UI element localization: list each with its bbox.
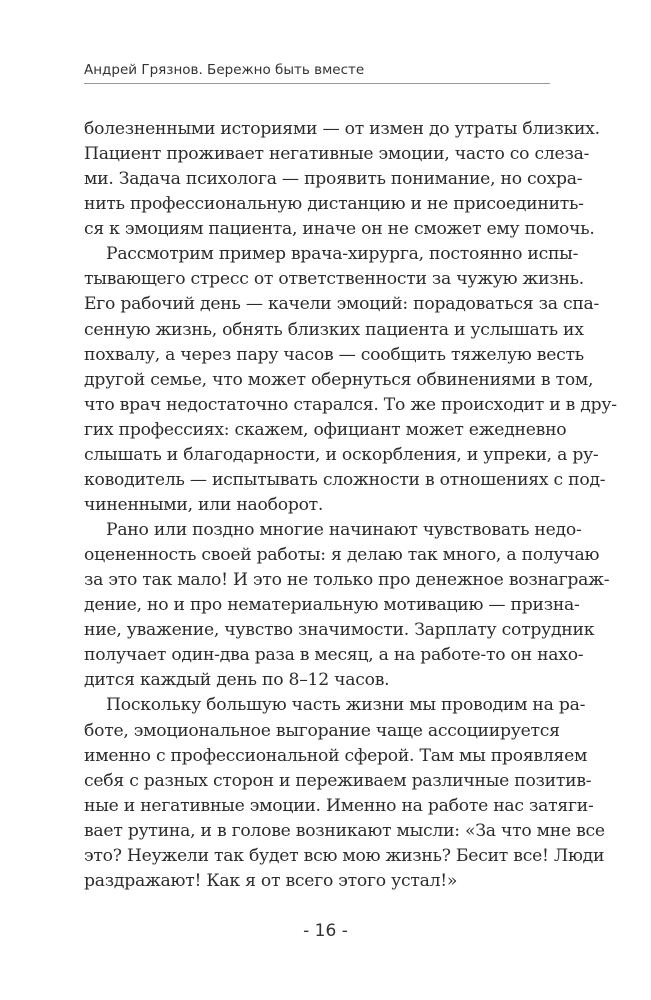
text-line: гих профессиях: скажем, официант может ежедневно — [84, 419, 567, 440]
text-line: дится каждый день по 8–12 часов. — [84, 670, 390, 691]
text-line: за это так мало! И это не только про денежное вознаграж- — [84, 570, 610, 591]
text-line: себя с разных сторон и переживаем различные позитив- — [84, 770, 592, 791]
text-line: чиненными, или наоборот. — [84, 494, 324, 515]
text-line: ние, уважение, чувство значимости. Зарплату сотрудник — [84, 620, 595, 641]
text-line: боте, эмоциональное выгорание чаще ассоциируется — [84, 720, 560, 741]
running-header: Андрей Грязнов. Бережно быть вместе — [84, 62, 365, 78]
page-body — [84, 117, 617, 894]
text-line: именно с профессиональной сферой. Там мы проявляем — [84, 745, 588, 766]
text-line: ми. Задача психолога — проявить понимание, но сохра- — [84, 169, 583, 190]
paragraph — [84, 518, 610, 693]
text-line: нить профессиональную дистанцию и не присоединить- — [84, 194, 584, 215]
header-rule — [84, 83, 550, 84]
text-line: Пациент проживает негативные эмоции, часто со слеза- — [84, 144, 590, 165]
text-line: слышать и благодарности, и оскорбления, и упреки, а ру- — [84, 444, 599, 465]
text-line: ководитель — испытывать сложности в отношениях с под- — [84, 469, 606, 490]
text-line: Рассмотрим пример врача-хирурга, постоянно испы- — [106, 244, 579, 265]
page-number: - 16 - — [303, 921, 348, 941]
text-line: что врач недостаточно старался. То же происходит и в дру- — [84, 394, 617, 415]
text-line: ся к эмоциям пациента, иначе он не сможет ему помочь. — [84, 219, 595, 240]
text-line: дение, но и про нематериальную мотивацию — призна- — [84, 595, 580, 616]
paragraph — [84, 117, 600, 242]
paragraph — [84, 693, 605, 894]
text-line: раздражают! Как я от всего этого устал!» — [84, 870, 458, 891]
text-line: сенную жизнь, обнять близких пациента и услышать их — [84, 319, 584, 340]
text-line: Его рабочий день — качели эмоций: порадоваться за спа- — [84, 294, 600, 315]
text-line: болезненными историями — от измен до утраты близких. — [84, 119, 600, 139]
text-line: Поскольку большую часть жизни мы проводим на ра- — [106, 695, 586, 716]
text-line: Рано или поздно многие начинают чувствовать недо- — [106, 520, 582, 540]
text-line: другой семье, что может обернуться обвинениями в том, — [84, 369, 594, 390]
text-line: вает рутина, и в голове возникают мысли: «За что мне все — [84, 820, 605, 841]
text-line: тывающего стресс от ответственности за чужую жизнь. — [84, 269, 584, 290]
paragraph — [84, 242, 617, 518]
text-line: получает один-два раза в месяц, а на работе-то он нахо- — [84, 645, 584, 666]
text-line: ные и негативные эмоции. Именно на работе нас затяги- — [84, 795, 594, 816]
text-line: оцененность своей работы: я делаю так много, а получаю — [84, 545, 600, 566]
text-line: похвалу, а через пару часов — сообщить тяжелую весть — [84, 344, 584, 365]
text-line: это? Неужели так будет всю мою жизнь? Бесит все! Люди — [84, 845, 605, 866]
